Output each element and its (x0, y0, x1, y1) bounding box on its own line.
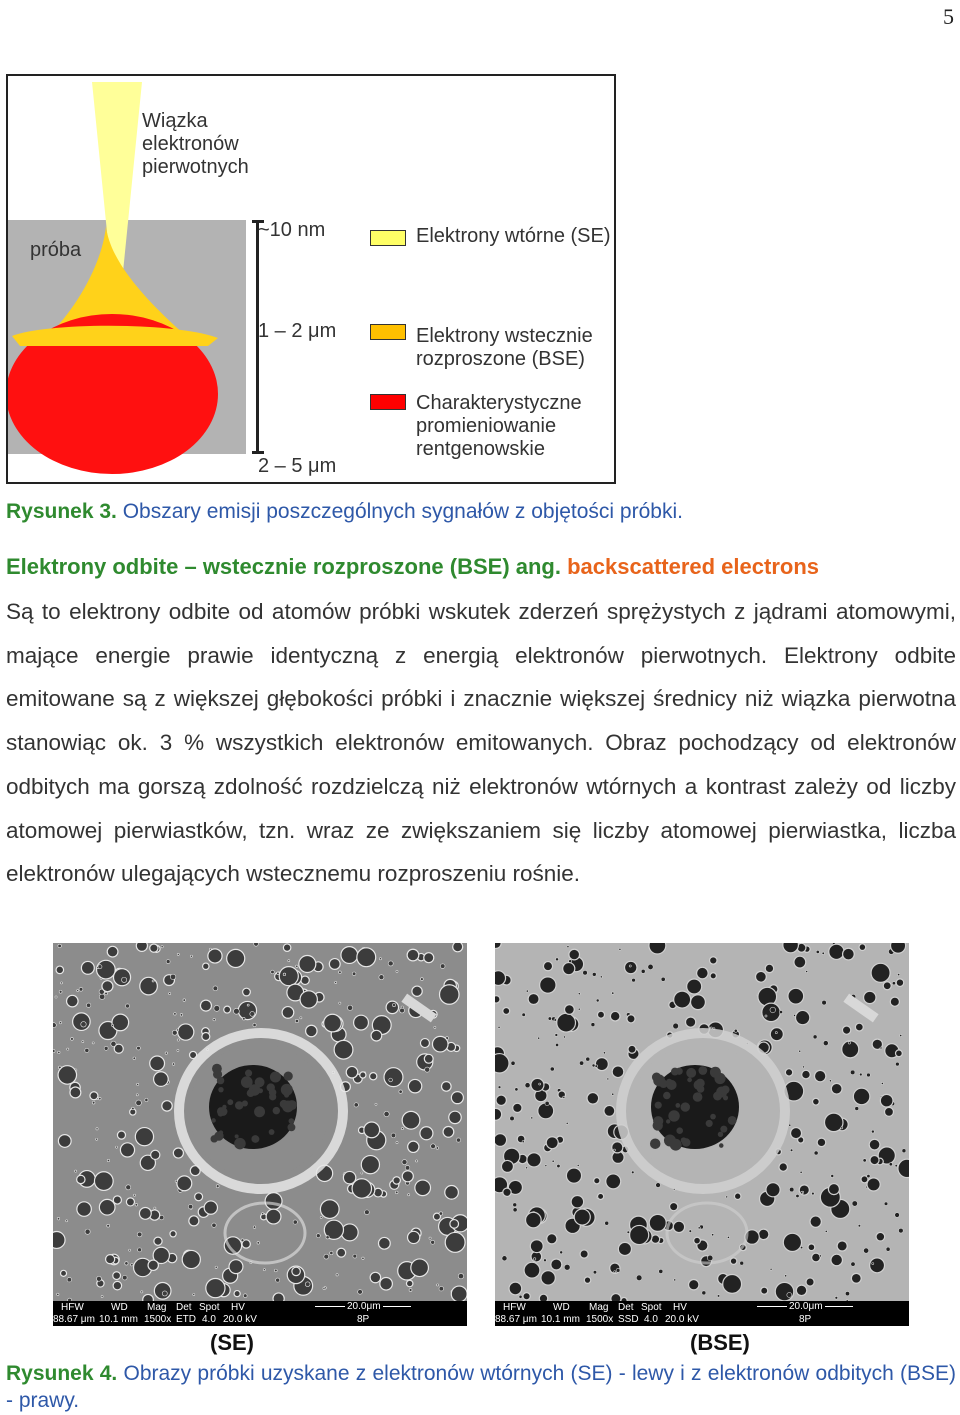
sem-image-bse (495, 943, 909, 1326)
databar-header-spot: Spot (199, 1302, 220, 1313)
sample-id: 8P (357, 1314, 370, 1325)
scale-bar-label: 20.0μm (789, 1301, 823, 1312)
databar-value-mag: 1500x (586, 1314, 614, 1325)
figure3-caption-label: Rysunek 3. (6, 500, 117, 523)
figure3-caption-text: Obszary emisji poszczególnych sygnałów z objętości próbki. (116, 500, 683, 523)
legend-swatch-xray (370, 394, 406, 410)
heading-english: backscattered electrons (560, 554, 820, 579)
databar-header-spot: Spot (641, 1302, 662, 1313)
databar-header-mag: Mag (589, 1302, 609, 1313)
sem-image-se (53, 943, 467, 1326)
sem-label-bse: (BSE) (690, 1330, 750, 1355)
legend-label-se: Elektrony wtórne (SE) (416, 225, 611, 247)
databar-value-wd: 10.1 mm (99, 1314, 138, 1325)
interaction-volume-diagram (6, 74, 616, 484)
databar-header-det: Det (618, 1302, 634, 1313)
databar-header-hfw: HFW (61, 1302, 84, 1313)
databar-header-hfw: HFW (503, 1302, 526, 1313)
sample-label: próba (30, 239, 82, 261)
databar-header-mag: Mag (147, 1302, 167, 1313)
figure3-caption (6, 500, 683, 524)
figure4-caption-text: Obrazy próbki uzyskane z elektronów wtórnych (SE) - lewy i z elektronów odbitych (BSE) - prawy. (6, 1362, 956, 1412)
figure4-caption (6, 1360, 956, 1414)
databar-value-hfw: 88.67 μm (495, 1314, 537, 1325)
page-number: 5 (943, 4, 954, 29)
databar-value-det: ETD (176, 1314, 196, 1325)
depth-tick-bottom (252, 451, 264, 454)
sem-micrograph-se (53, 943, 467, 1301)
sem-databar-se (53, 1301, 467, 1326)
legend-swatch-se (370, 230, 406, 246)
databar-value-wd: 10.1 mm (541, 1314, 580, 1325)
databar-header-hv: HV (673, 1302, 687, 1313)
databar-value-mag: 1500x (144, 1314, 172, 1325)
beam-label: Wiązka elektronów pierwotnych (142, 110, 249, 178)
depth-label-bse: 1 – 2 μm (258, 320, 337, 342)
body-paragraph: Są to elektrony odbite od atomów próbki wskutek zderzeń sprężystych z jądrami atomowymi, mające energie prawie identyczną z energią elektronów pierwotnych. Elektrony odbite emitowane są z większej głębokości próbki i znacznie większej średnicy niż wiązka pierwotna stanowiąc ok. 3 % wszystkich elektronów emitowanych. Obraz pochodzący od elektronów odbitych ma gorszą zdolność rozdzielczą niż elektronów wtórnych a kontrast zależy od liczby atomowej pierwiastków, tzn. wraz ze zwiększaniem się liczby atomowej pierwiastka, liczba elektronów ulegających wstecznemu rozproszeniu rośnie. (6, 599, 956, 887)
scale-bar-label: 20.0μm (347, 1301, 381, 1312)
databar-value-hfw: 88.67 μm (53, 1314, 95, 1325)
sem-micrograph-bse (495, 943, 909, 1301)
databar-value-spot: 4.0 (644, 1314, 658, 1325)
legend-label-xray: Charakterystyczne promieniowanie rentgenowskie (416, 392, 582, 460)
sample-id: 8P (799, 1314, 812, 1325)
databar-header-det: Det (176, 1302, 192, 1313)
section-heading (6, 554, 819, 580)
databar-header-wd: WD (553, 1302, 570, 1313)
databar-value-hv: 20.0 kV (665, 1314, 699, 1325)
depth-label-xray: 2 – 5 μm (258, 455, 337, 477)
databar-value-hv: 20.0 kV (223, 1314, 257, 1325)
databar-value-spot: 4.0 (202, 1314, 216, 1325)
databar-value-det: SSD (618, 1314, 639, 1325)
sem-databar-bse (495, 1301, 909, 1326)
bse-band (12, 326, 218, 346)
sem-label-se: (SE) (210, 1330, 254, 1355)
legend-label-bse: Elektrony wstecznie rozproszone (BSE) (416, 325, 593, 370)
heading-polish: Elektrony odbite – wstecznie rozproszone (BSE) ang. (6, 554, 561, 579)
depth-label-se: ~10 nm (258, 219, 326, 241)
figure4-caption-label: Rysunek 4. (6, 1362, 118, 1385)
legend-swatch-bse (370, 324, 406, 340)
databar-header-hv: HV (231, 1302, 245, 1313)
databar-header-wd: WD (111, 1302, 128, 1313)
